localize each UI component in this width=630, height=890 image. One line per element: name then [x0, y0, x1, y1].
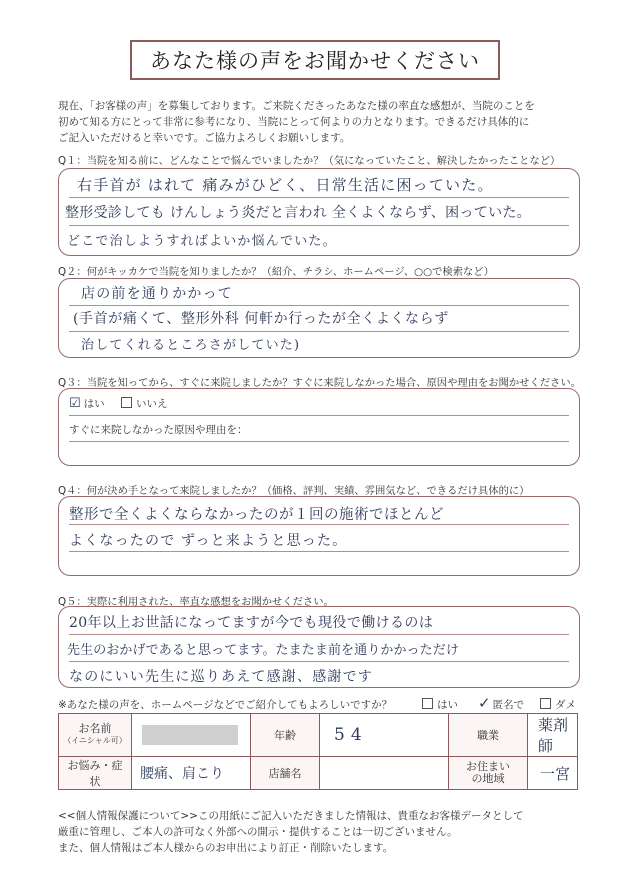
q4-answer-line: よくなったので ずっと来ようと思った。 [69, 533, 348, 549]
q1-answer-line: 右手首が はれて 痛みがひどく、日常生活に困っていた。 [77, 176, 494, 194]
store-value[interactable] [320, 757, 449, 790]
area-label: の地域 [471, 772, 505, 785]
q3-label: Q３：当院を知ってから、すぐに来院しましたか？すぐに来院しなかった場合、原因や理由をお聞かせください。 [58, 377, 581, 389]
symptom-label: お悩み・症状 [59, 757, 132, 790]
checkbox-icon [422, 698, 433, 709]
q1-answer-line: 整形受診しても けんしょう炎だと言われ 全くよくならず、困っていた。 [65, 205, 531, 221]
q4-answer-box [58, 496, 580, 576]
q1-answer-box [58, 168, 580, 256]
q5-answer-line: なのにいい先生に巡りあえて感謝、感謝です [69, 669, 373, 685]
checkbox-icon [540, 698, 551, 709]
consent-no-option[interactable] [540, 697, 576, 712]
consent-question: ※あなた様の声を、ホームページなどでご紹介してもよろしいですか？ [58, 699, 393, 711]
checkmark-icon: ✓ [478, 694, 491, 712]
symptom-value[interactable]: 腰痛、肩こり [132, 757, 251, 790]
q3-no-option[interactable] [121, 396, 168, 411]
q2-label: Q２：何がキッカケで当院を知りましたか？（紹介、チラシ、ホームページ、○○で検索など） [58, 266, 494, 278]
checkmark-icon: ☑ [69, 396, 81, 411]
privacy-line: 厳重に管理し、ご本人の許可なく外部への開示・提供することは一切ございません。 [58, 826, 458, 838]
area-label-cell [449, 757, 528, 790]
q5-answer-box [58, 606, 580, 688]
consent-anon-option[interactable] [478, 694, 524, 712]
intro-line: 現在、「お客様の声」を募集しております。ご来院くださったあなた様の率直な感想が、当院のことを [58, 100, 535, 112]
area-label: お住まい [466, 760, 510, 773]
q4-label: Q４：何が決め手となって来院しましたか？（価格、評判、実績、雰囲気など、できるだけ具体的に） [58, 485, 530, 497]
area-value[interactable]: 一宮 [528, 757, 578, 790]
q5-label: Q５：実際に利用された、率直な感想をお聞かせください。 [58, 596, 334, 608]
intro-line: ご記入いただけると幸いです。ご協力よろしくお願いします。 [58, 132, 351, 144]
consent-yes-option[interactable] [422, 697, 458, 712]
q5-answer-line: 20年以上お世話になってますが今でも現役で働けるのは [69, 615, 434, 631]
q4-answer-line: 整形で全くよくならなかったのが１回の施術でほとんど [69, 507, 444, 523]
q2-answer-line: 治してくれるところさがしていた) [81, 338, 301, 353]
q2-answer-box [58, 278, 580, 358]
q1-label: Q１：当院を知る前に、どんなことで悩んでいましたか？（気になっていたこと、解決したかったことなど） [58, 155, 561, 167]
q1-answer-line: どこで治しようすればよいか悩んでいた。 [67, 234, 337, 249]
q3-answer-box [58, 388, 580, 466]
store-label: 店舗名 [251, 757, 320, 790]
name-label: お名前 [78, 722, 112, 735]
name-label-cell [59, 714, 132, 757]
checkbox-icon [121, 397, 132, 408]
job-value[interactable]: 薬剤師 [528, 714, 578, 757]
consent-anon-label: 匿名で [492, 699, 525, 711]
consent-yes-label: はい [437, 699, 458, 711]
name-sublabel: （イニシャル可） [63, 736, 127, 745]
privacy-line: また、個人情報はご本人様からのお申出により訂正・削除いたします。 [58, 842, 394, 854]
q3-yes-label: はい [83, 398, 105, 410]
q2-answer-line: (手首が痛くて、整形外科 何軒か行ったが全くよくならず [73, 311, 449, 327]
consent-no-label: ダメ [555, 699, 576, 711]
privacy-notice [58, 808, 588, 856]
q3-reason-label: すぐに来院しなかった原因や理由を： [69, 424, 248, 436]
privacy-line: <<個人情報保護について>>この用紙にご記入いただきました情報は、貴重なお客様データとして [58, 810, 524, 822]
intro-line: 初めて知る方にとって非常に参考になり、当院にとって何よりの力となります。できるだけ具体的に [58, 116, 530, 128]
q3-yes-option[interactable] [69, 396, 105, 411]
q5-answer-line: 先生のおかげであると思ってます。たまたま前を通りかかっただけ [67, 643, 459, 658]
intro-text [58, 98, 588, 146]
job-label: 職業 [449, 714, 528, 757]
age-value[interactable]: 54 [320, 714, 449, 757]
q2-answer-line: 店の前を通りかかって [81, 286, 233, 302]
info-table [58, 713, 578, 790]
form-title: あなた様の声をお聞かせください [130, 40, 500, 80]
age-label: 年齢 [251, 714, 320, 757]
name-value-cell[interactable] [132, 714, 251, 757]
redacted-name [142, 725, 238, 745]
q3-no-label: いいえ [136, 398, 168, 410]
